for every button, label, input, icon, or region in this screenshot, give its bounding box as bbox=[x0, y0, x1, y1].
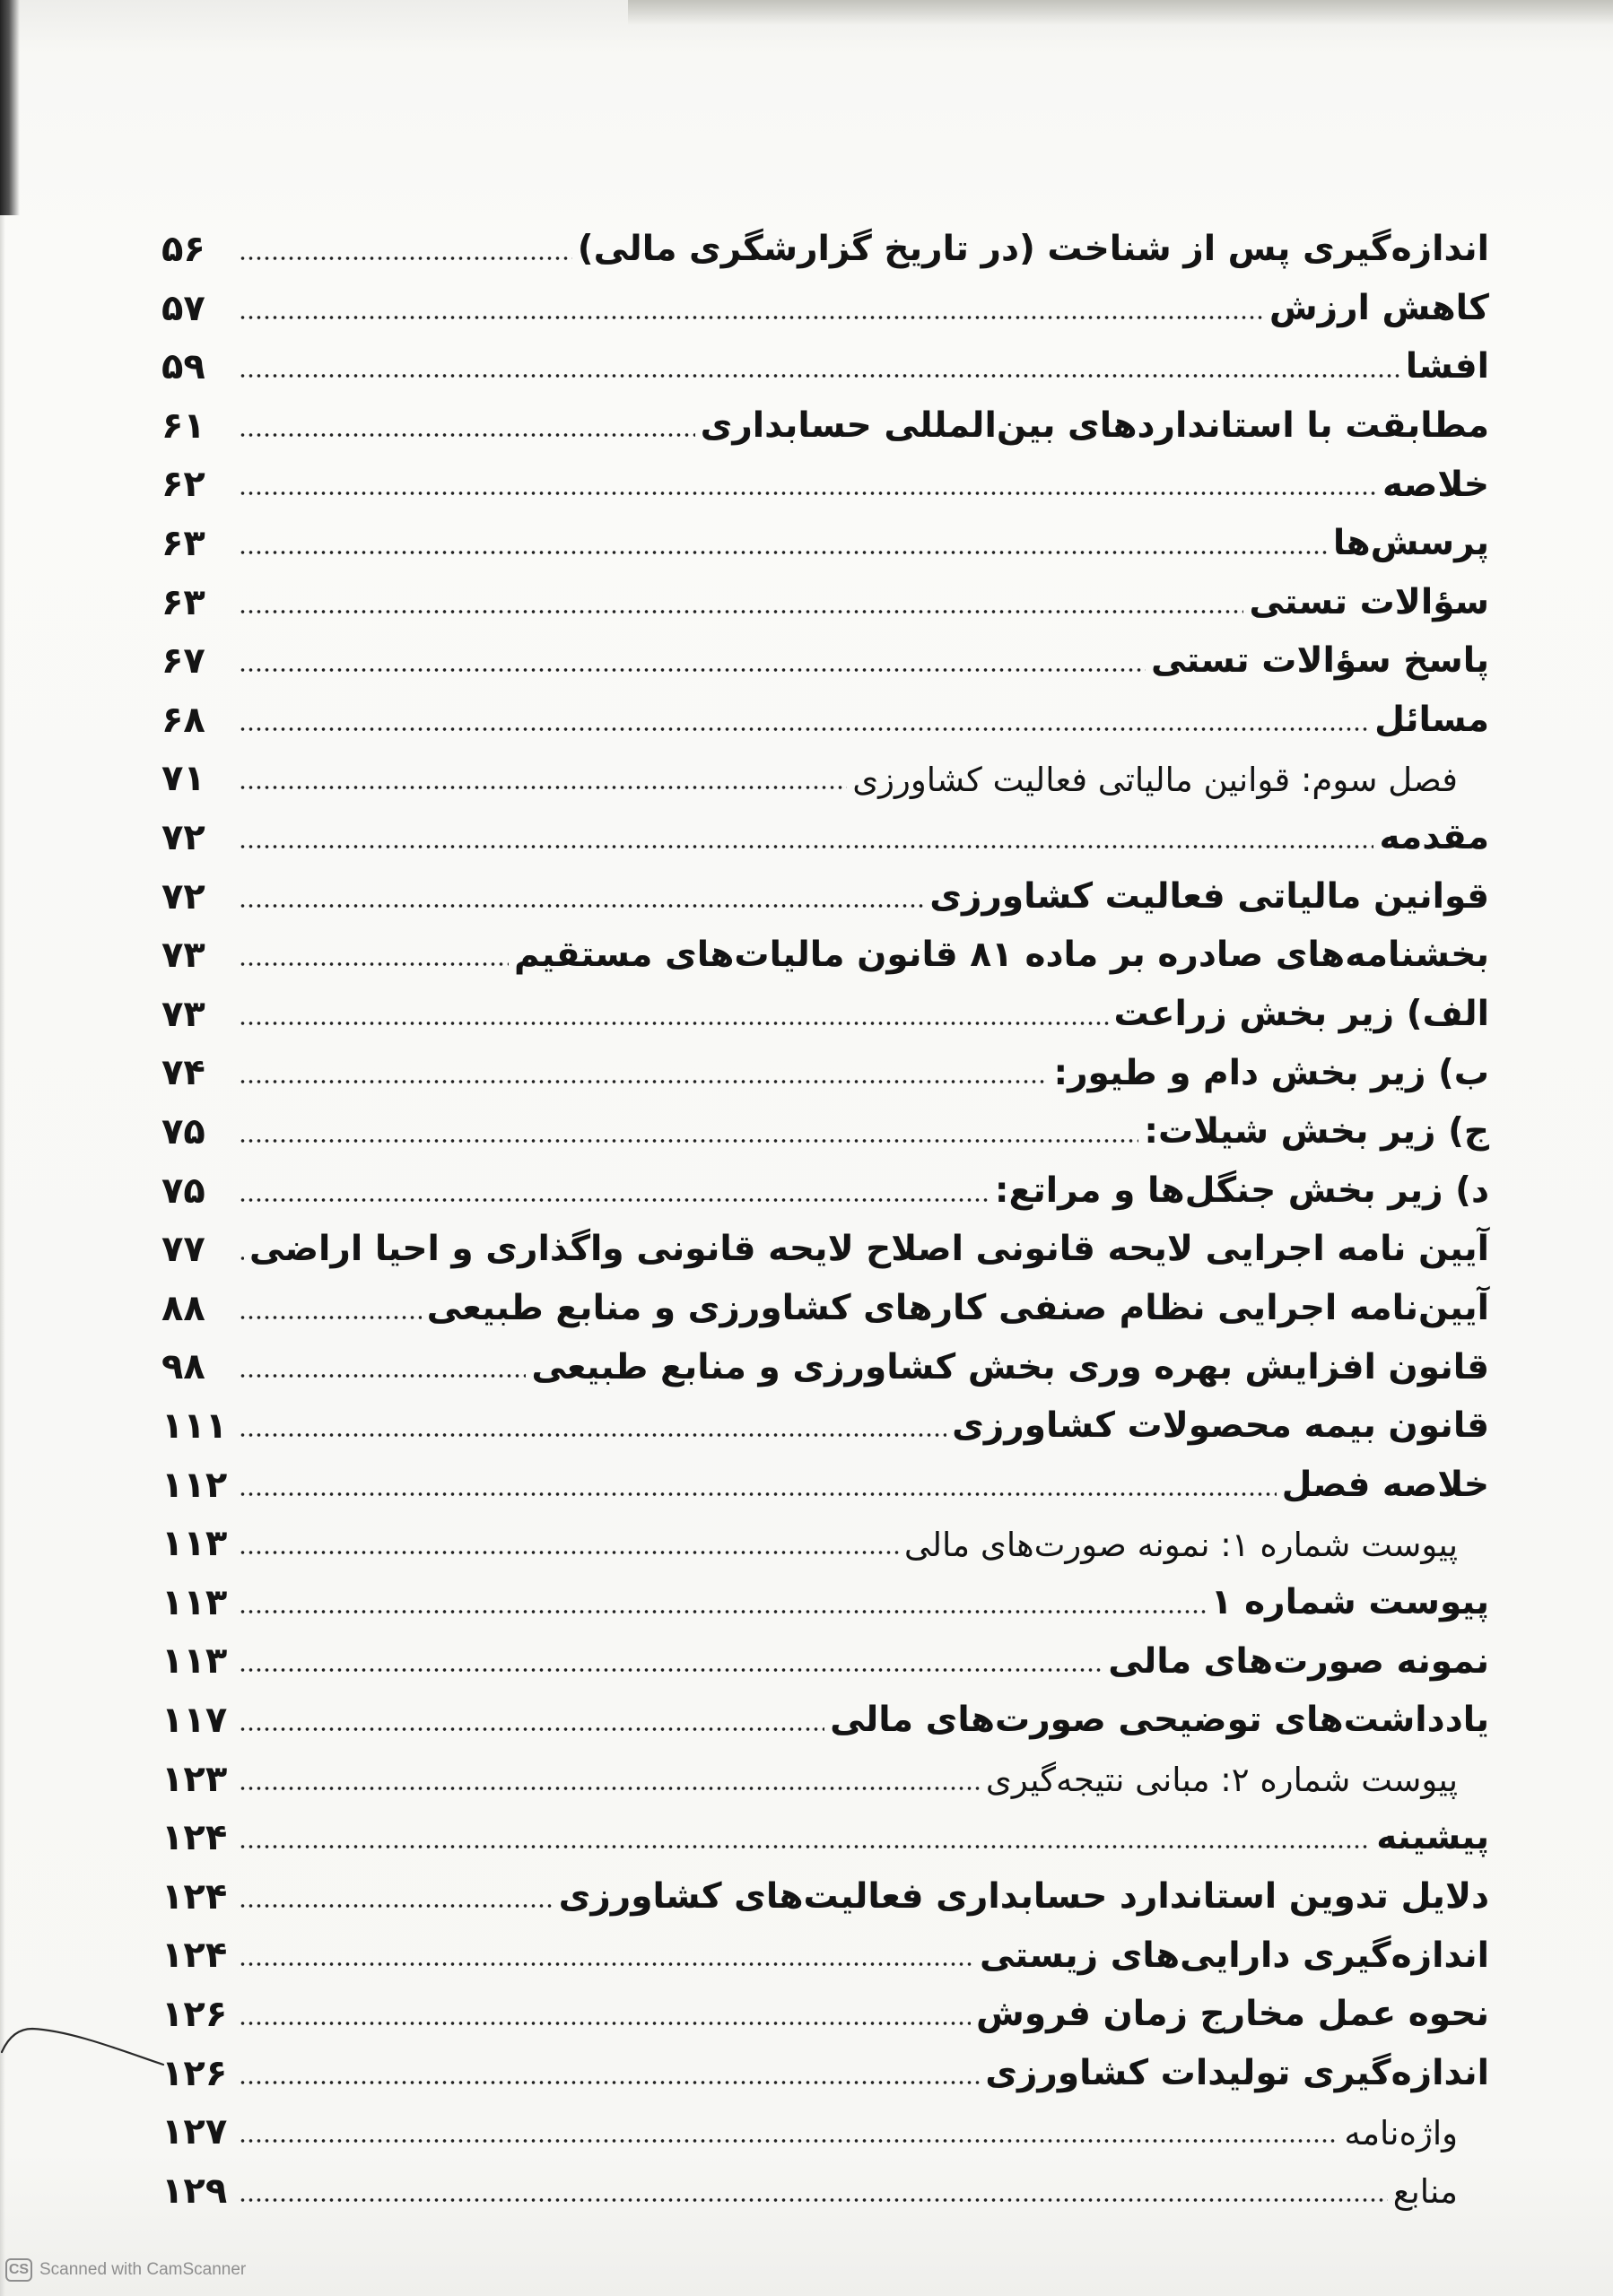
toc-entry-page-number: ۱۲۴ bbox=[161, 1817, 228, 1859]
toc-entry-page-number: ۱۲۹ bbox=[161, 2170, 228, 2212]
toc-entry-page-number: ۶۱ bbox=[161, 404, 205, 447]
toc-entry-page-number: ۶۲ bbox=[161, 464, 205, 506]
toc-entry-page-number: ۶۷ bbox=[161, 640, 205, 683]
toc-section-heading bbox=[161, 1508, 1458, 1565]
toc-entry-page-number: ۱۲۴ bbox=[161, 1875, 228, 1918]
toc-entry bbox=[161, 1802, 1489, 1859]
toc-entry-title: نمونه صورت‌های مالی bbox=[1108, 1640, 1489, 1682]
toc-entry-page-number: ۱۲۴ bbox=[161, 1935, 228, 1977]
toc-entry bbox=[161, 919, 1489, 977]
toc-entry-title: بخشنامه‌های صادره بر ماده ۸۱ قانون مالیات‌های مستقیم bbox=[514, 935, 1489, 976]
toc-dot-leader bbox=[239, 727, 1369, 731]
toc-entry bbox=[161, 273, 1489, 330]
toc-dot-leader bbox=[239, 2022, 971, 2025]
toc-entry-title: خلاصه bbox=[1382, 464, 1489, 505]
toc-entry-title: الف) زیر بخش زراعت bbox=[1113, 994, 1489, 1034]
toc-entry bbox=[161, 978, 1489, 1036]
toc-entry bbox=[161, 1273, 1489, 1330]
toc-dot-leader bbox=[239, 1551, 899, 1554]
toc-entry-page-number: ۷۳ bbox=[161, 935, 205, 977]
toc-entry-title: خلاصه فصل bbox=[1281, 1464, 1489, 1505]
toc-entry bbox=[161, 802, 1489, 859]
toc-entry-title: د) زیر بخش جنگل‌ها و مراتع: bbox=[994, 1170, 1489, 1211]
toc-entry bbox=[161, 1625, 1489, 1683]
toc-entry-page-number: ۵۹ bbox=[161, 346, 205, 388]
toc-entry-page-number: ۸۸ bbox=[161, 1287, 205, 1329]
toc-entry-page-number: ۹۸ bbox=[161, 1346, 205, 1388]
left-page-strip bbox=[0, 215, 5, 2296]
toc-dot-leader bbox=[239, 2198, 1388, 2202]
toc-entry-title: منابع bbox=[1392, 2172, 1458, 2212]
toc-entry-title: ج) زیر بخش شیلات: bbox=[1144, 1111, 1489, 1152]
toc-entry-title: پیوست شماره ۱ bbox=[1210, 1582, 1489, 1622]
toc-dot-leader bbox=[239, 845, 1373, 848]
toc-entry-title: قانون بیمه محصولات کشاورزی bbox=[952, 1405, 1489, 1447]
toc-entry-page-number: ۱۲۳ bbox=[161, 1758, 228, 1800]
toc-dot-leader bbox=[239, 257, 572, 260]
toc-entry-title: مطابقت با استانداردهای بین‌المللی حسابداری bbox=[700, 405, 1489, 446]
toc-dot-leader bbox=[239, 1787, 981, 1790]
toc-dot-leader bbox=[239, 610, 1243, 613]
toc-dot-leader bbox=[239, 1845, 1371, 1848]
toc-entry bbox=[161, 508, 1489, 565]
toc-entry-page-number: ۱۱۳ bbox=[161, 1640, 228, 1683]
toc-entry-page-number: ۷۲ bbox=[161, 817, 205, 858]
toc-entry-title: کاهش ارزش bbox=[1269, 287, 1489, 328]
toc-entry-title: پاسخ سؤالات تستی bbox=[1150, 640, 1489, 682]
camscanner-watermark bbox=[5, 2258, 246, 2282]
toc-entry-title: آیین‌نامه اجرایی نظام صنفی کارهای کشاورزی و منابع طبیعی bbox=[426, 1288, 1489, 1328]
toc-entry bbox=[161, 1449, 1489, 1507]
toc-entry bbox=[161, 448, 1489, 506]
toc-entry bbox=[161, 1037, 1489, 1094]
toc-entry-page-number: ۶۳ bbox=[161, 523, 205, 564]
toc-entry-title: دلایل تدوین استاندارد حسابداری فعالیت‌های کشاورزی bbox=[558, 1876, 1489, 1917]
toc-entry bbox=[161, 1096, 1489, 1153]
toc-entry-title: فصل سوم: قوانین مالیاتی فعالیت کشاورزی bbox=[852, 761, 1458, 799]
toc-entry-page-number: ۱۲۷ bbox=[161, 2111, 228, 2153]
toc-dot-leader bbox=[239, 1727, 824, 1731]
toc-dot-leader bbox=[239, 1316, 422, 1319]
toc-dot-leader bbox=[239, 374, 1400, 378]
toc-entry bbox=[161, 1979, 1489, 2036]
toc-entry-page-number: ۷۳ bbox=[161, 993, 205, 1035]
toc-entry bbox=[161, 213, 1489, 271]
toc-entry-page-number: ۵۷ bbox=[161, 287, 205, 329]
toc-entry-title: اندازه‌گیری پس از شناخت (در تاریخ گزارشگری مالی) bbox=[577, 229, 1489, 270]
toc-entry-page-number: ۷۱ bbox=[161, 758, 205, 800]
toc-entry-page-number: ۱۱۷ bbox=[161, 1700, 228, 1741]
toc-dot-leader bbox=[239, 962, 509, 966]
toc-entry bbox=[161, 1919, 1489, 1977]
toc-entry bbox=[161, 625, 1489, 683]
toc-dot-leader bbox=[239, 1492, 1277, 1496]
toc-section-heading bbox=[161, 2096, 1458, 2153]
toc-entry-page-number: ۱۱۳ bbox=[161, 1581, 228, 1623]
toc-entry-page-number: ۱۱۳ bbox=[161, 1523, 228, 1565]
toc-dot-leader bbox=[239, 2081, 980, 2084]
toc-entry-title: قانون افزایش بهره وری بخش کشاورزی و منابع طبیعی bbox=[531, 1346, 1489, 1387]
toc-dot-leader bbox=[239, 1022, 1109, 1025]
toc-entry-title: سؤالات تستی bbox=[1249, 581, 1489, 622]
toc-dot-leader bbox=[239, 316, 1264, 319]
toc-dot-leader bbox=[239, 1668, 1103, 1672]
toc-entry bbox=[161, 331, 1489, 388]
toc-entry-title: پیشینه bbox=[1376, 1817, 1489, 1858]
toc-dot-leader bbox=[239, 1257, 244, 1260]
toc-entry-page-number: ۶۸ bbox=[161, 699, 205, 741]
toc-entry-title: اندازه‌گیری دارایی‌های زیستی bbox=[979, 1935, 1489, 1976]
toc-entry-title: مسائل bbox=[1374, 700, 1489, 740]
toc-entry-title: اندازه‌گیری تولیدات کشاورزی bbox=[985, 2052, 1489, 2093]
toc-entry-page-number: ۷۴ bbox=[161, 1052, 205, 1094]
toc-entry-page-number: ۱۲۶ bbox=[161, 2052, 228, 2094]
toc-entry bbox=[161, 1390, 1489, 1448]
toc-entry-title: پیوست شماره ۱: نمونه صورت‌های مالی bbox=[903, 1525, 1458, 1564]
toc-section-heading bbox=[161, 1744, 1458, 1801]
toc-entry bbox=[161, 1567, 1489, 1624]
toc-section-heading bbox=[161, 743, 1458, 800]
toc-entry-page-number: ۷۷ bbox=[161, 1229, 205, 1271]
toc-dot-leader bbox=[239, 1962, 974, 1966]
toc-dot-leader bbox=[239, 1198, 990, 1202]
toc-dot-leader bbox=[239, 2139, 1338, 2143]
toc-dot-leader bbox=[239, 904, 924, 908]
toc-entry-page-number: ۶۳ bbox=[161, 581, 205, 623]
left-binding-edge bbox=[0, 0, 20, 215]
toc-dot-leader bbox=[239, 1139, 1138, 1143]
toc-entry-title: قوانین مالیاتی فعالیت کشاورزی bbox=[929, 875, 1489, 917]
toc-entry bbox=[161, 1155, 1489, 1213]
toc-dot-leader bbox=[239, 1610, 1206, 1613]
toc-entry bbox=[161, 1684, 1489, 1742]
toc-entry-page-number: ۷۲ bbox=[161, 875, 205, 918]
toc-entry-title: پیوست شماره ۲: مبانی نتیجه‌گیری bbox=[985, 1761, 1458, 1800]
toc-entry-title: مقدمه bbox=[1379, 817, 1489, 858]
toc-dot-leader bbox=[239, 1433, 946, 1437]
toc-entry bbox=[161, 861, 1489, 918]
toc-entry-title: پرسش‌ها bbox=[1332, 523, 1489, 564]
toc-entry bbox=[161, 390, 1489, 448]
toc-dot-leader bbox=[239, 1374, 526, 1378]
toc-entry bbox=[161, 1331, 1489, 1388]
toc-entry-title: یادداشت‌های توضیحی صورت‌های مالی bbox=[830, 1700, 1489, 1741]
top-shadow bbox=[628, 0, 1613, 25]
toc-entry-page-number: ۷۵ bbox=[161, 1111, 205, 1152]
toc-dot-leader bbox=[239, 551, 1328, 554]
toc-entry bbox=[161, 684, 1489, 742]
toc-dot-leader bbox=[239, 491, 1377, 495]
toc-dot-leader bbox=[239, 433, 695, 437]
toc-dot-leader bbox=[239, 1904, 554, 1908]
toc-entry-page-number: ۱۱۱ bbox=[161, 1405, 228, 1447]
toc-entry-title: واژه‌نامه bbox=[1344, 2113, 1458, 2152]
toc-dot-leader bbox=[239, 1080, 1048, 1083]
toc-entry-title: آیین نامه اجرایی لایحه قانونی اصلاح لایحه قانونی واگذاری و احیا اراضی bbox=[248, 1229, 1489, 1270]
toc-entry-title: افشا bbox=[1405, 346, 1489, 387]
toc-dot-leader bbox=[239, 668, 1146, 672]
toc-entry-page-number: ۱۱۲ bbox=[161, 1464, 228, 1506]
toc-entry bbox=[161, 2038, 1489, 2095]
toc-entry-title: نحوه عمل مخارج زمان فروش bbox=[976, 1994, 1489, 2035]
toc-dot-leader bbox=[239, 786, 847, 789]
toc-entry bbox=[161, 1861, 1489, 1918]
toc-entry bbox=[161, 1213, 1489, 1271]
toc-entry-title: ب) زیر بخش دام و طیور: bbox=[1053, 1052, 1489, 1093]
toc-entry-page-number: ۵۶ bbox=[161, 229, 205, 270]
pen-stroke-mark bbox=[0, 2009, 179, 2081]
toc-entry-page-number: ۱۲۶ bbox=[161, 1994, 228, 2035]
camscanner-text: Scanned with CamScanner bbox=[39, 2260, 247, 2279]
toc-entry-page-number: ۷۵ bbox=[161, 1170, 205, 1212]
toc-entry bbox=[161, 567, 1489, 624]
camscanner-logo-icon: CS bbox=[5, 2258, 32, 2282]
toc-section-heading bbox=[161, 2155, 1458, 2213]
